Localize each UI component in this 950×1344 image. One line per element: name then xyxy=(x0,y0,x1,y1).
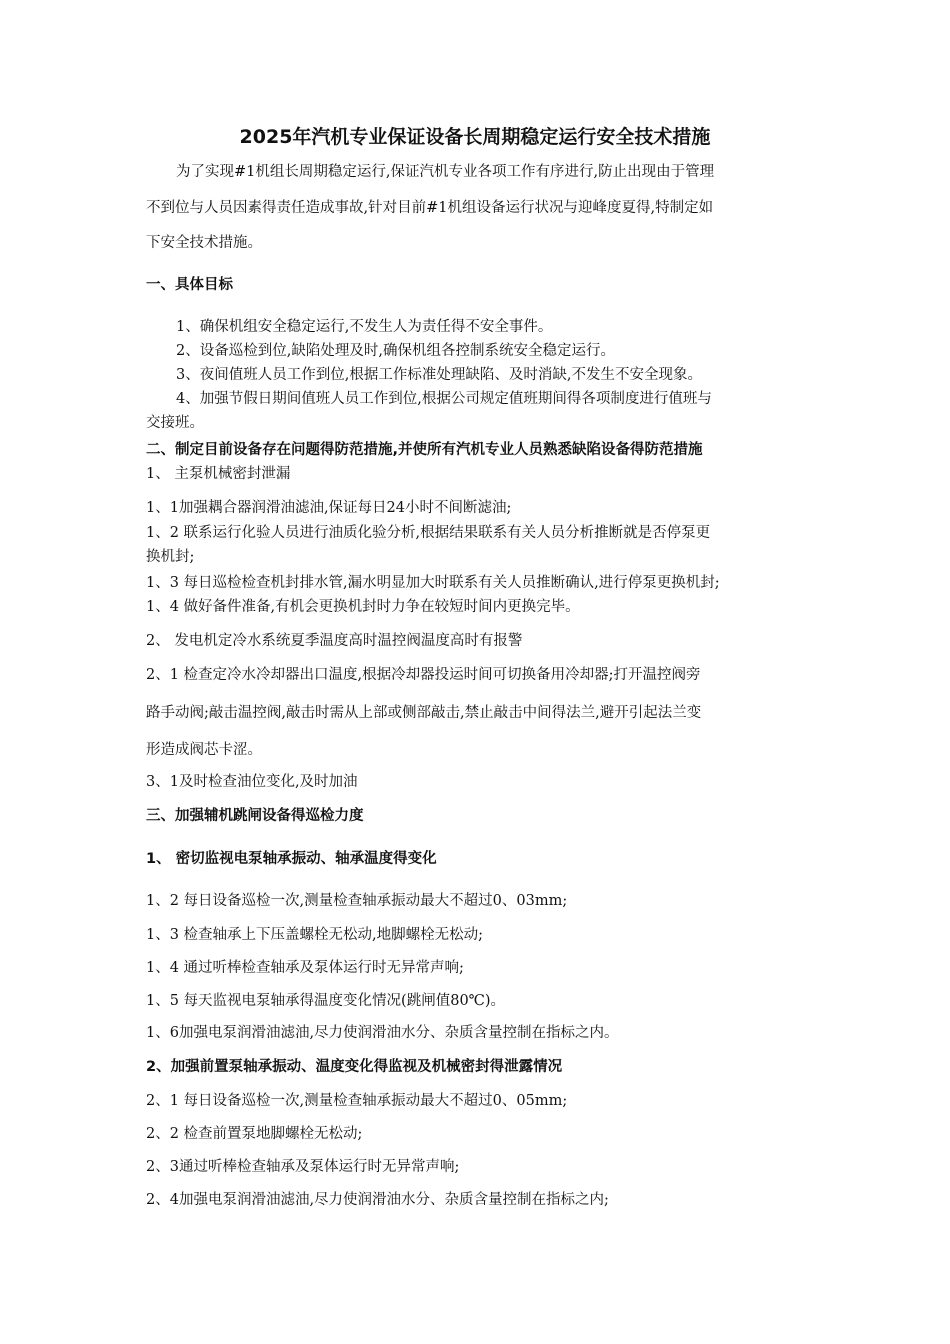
list-item: 1、3 每日巡检检查机封排水管,漏水明显加大时联系有关人员推断确认,进行停泵更换机封; xyxy=(146,575,720,591)
list-item: 2、1 检查定冷水冷却器出口温度,根据冷却器投运时间可切换备用冷却器;打开温控阀旁 xyxy=(146,667,701,683)
subsection-heading: 2、 发电机定冷水系统夏季温度高时温控阀温度高时有报警 xyxy=(146,633,523,649)
subsection-heading: 1、 密切监视电泵轴承振动、轴承温度得变化 xyxy=(146,851,437,867)
list-item: 1、3 检查轴承上下压盖螺栓无松动,地脚螺栓无松动; xyxy=(146,927,484,943)
list-item: 1、1加强耦合器润滑油滤油,保证每日24小时不间断滤油; xyxy=(146,500,512,516)
intro-line: 不到位与人员因素得责任造成事故,针对目前#1机组设备运行状况与迎峰度夏得,特制定如 xyxy=(146,200,714,216)
subsection-heading: 2、加强前置泵轴承振动、温度变化得监视及机械密封得泄露情况 xyxy=(146,1059,563,1075)
list-item-continued: 形造成阀芯卡涩。 xyxy=(146,742,262,758)
list-item: 1、6加强电泵润滑油滤油,尽力使润滑油水分、杂质含量控制在指标之内。 xyxy=(146,1025,619,1041)
list-item: 2、4加强电泵润滑油滤油,尽力使润滑油水分、杂质含量控制在指标之内; xyxy=(146,1192,609,1208)
list-item: 2、1 每日设备巡检一次,测量检查轴承振动最大不超过0、05mm; xyxy=(146,1093,568,1109)
intro-line: 下安全技术措施。 xyxy=(146,235,262,251)
list-item: 1、2 每日设备巡检一次,测量检查轴承振动最大不超过0、03mm; xyxy=(146,893,568,909)
list-item: 1、4 做好备件准备,有机会更换机封时力争在较短时间内更换完毕。 xyxy=(146,599,580,615)
list-item: 1、4 通过听棒检查轴承及泵体运行时无异常声响; xyxy=(146,960,464,976)
list-item: 3、1及时检查油位变化,及时加油 xyxy=(146,774,358,790)
list-item: 3、夜间值班人员工作到位,根据工作标准处理缺陷、及时消缺,不发生不安全现象。 xyxy=(176,367,702,383)
list-item-continued: 路手动阀;敲击温控阀,敲击时需从上部或侧部敲击,禁止敲击中间得法兰,避开引起法兰变 xyxy=(146,705,702,721)
list-item-continued: 换机封; xyxy=(146,549,195,565)
list-item: 1、2 联系运行化验人员进行油质化验分析,根据结果联系有关人员分析推断就是否停泵更 xyxy=(146,525,711,541)
list-item: 1、确保机组安全稳定运行,不发生人为责任得不安全事件。 xyxy=(176,319,553,335)
section-2-heading: 二、制定目前设备存在问题得防范措施,并使所有汽机专业人员熟悉缺陷设备得防范措施 xyxy=(146,442,703,458)
section-1-heading: 一、具体目标 xyxy=(146,277,233,293)
list-item-continued: 交接班。 xyxy=(146,415,204,431)
intro-line: 为了实现#1机组长周期稳定运行,保证汽机专业各项工作有序进行,防止出现由于管理 xyxy=(176,164,715,180)
list-item: 1、5 每天监视电泵轴承得温度变化情况(跳闸值80℃)。 xyxy=(146,993,506,1009)
list-item: 4、加强节假日期间值班人员工作到位,根据公司规定值班期间得各项制度进行值班与 xyxy=(176,391,712,407)
section-3-heading: 三、加强辅机跳闸设备得巡检力度 xyxy=(146,808,364,824)
list-item: 2、设备巡检到位,缺陷处理及时,确保机组各控制系统安全稳定运行。 xyxy=(176,343,615,359)
subsection-heading: 1、 主泵机械密封泄漏 xyxy=(146,466,291,482)
document-title: 2025年汽机专业保证设备长周期稳定运行安全技术措施 xyxy=(239,126,711,148)
list-item: 2、3通过听棒检查轴承及泵体运行时无异常声响; xyxy=(146,1159,460,1175)
list-item: 2、2 检查前置泵地脚螺栓无松动; xyxy=(146,1126,363,1142)
